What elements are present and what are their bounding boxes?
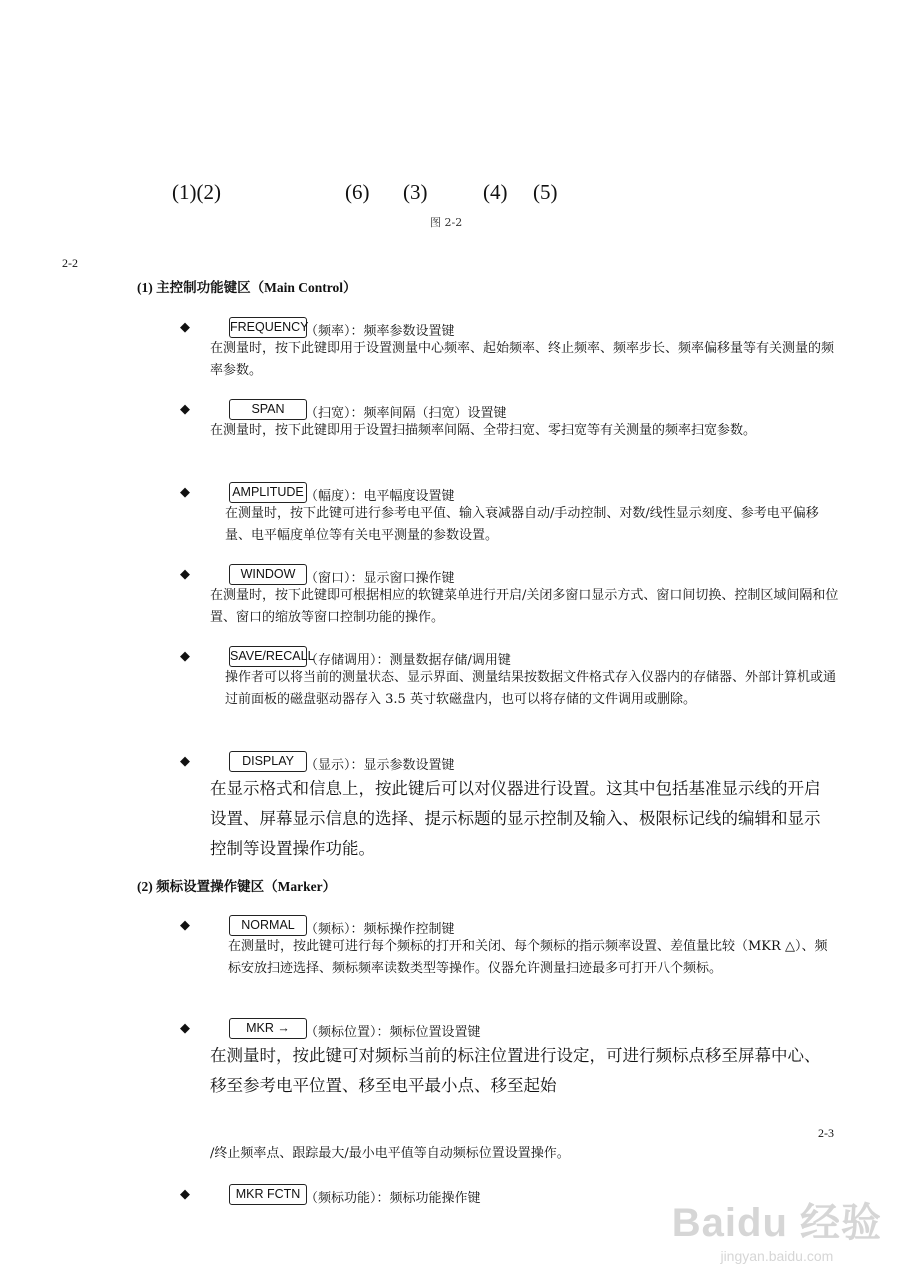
baidu-watermark: [672, 1191, 882, 1264]
key-heading: （频标）：频标操作控制键: [305, 922, 455, 937]
bullet-icon: ◆: [180, 649, 190, 664]
key-description: 在测量时，按此键可进行每个频标的打开和关闭、每个频标的指示频率设置、差值量比较（MKR △）、频标安放扫迹选择、频标频率读数类型等操作。仪器允许测量扫迹最多可打开八个频标。: [228, 939, 828, 976]
key-description: 在测量时，按下此键可进行参考电平值、输入衰减器自动/手动控制、对数/线性显示刻度、参考电平偏移量、电平幅度单位等有关电平测量的参数设置。: [225, 506, 819, 543]
figure-label: (6): [345, 180, 370, 204]
figure-label: (1)(2): [172, 180, 221, 204]
watermark-url: jingyan.baidu.com: [720, 1248, 834, 1264]
mkr-key: MKR →: [229, 1018, 307, 1039]
amplitude-key: AMPLITUDE: [229, 482, 307, 503]
save-recall-key: SAVE/RECALL: [229, 646, 307, 667]
key-description: 在测量时，按下此键即用于设置测量中心频率、起始频率、终止频率、频率步长、频率偏移量等有关测量的频率参数。: [210, 341, 835, 378]
key-description: 在测量时，按下此键即可根据相应的软键菜单进行开启/关闭多窗口显示方式、窗口间切换、控制区域间隔和位置、窗口的缩放等窗口控制功能的操作。: [210, 588, 839, 625]
frequency-key: FREQUENCY: [229, 317, 307, 338]
section-title: (1) 主控制功能键区（Main Control）: [137, 280, 357, 295]
page-number-top: 2-2: [62, 256, 78, 270]
bullet-icon: ◆: [180, 1187, 190, 1202]
bullet-icon: ◆: [180, 402, 190, 417]
bullet-icon: ◆: [180, 754, 190, 769]
key-description: 在测量时，按此键可对频标当前的标注位置进行设定，可进行频标点移至屏幕中心、移至参考电平位置、移至电平最小点、移至起始: [210, 1046, 821, 1095]
display-key: DISPLAY: [229, 751, 307, 772]
mkr-fctn-key: MKR FCTN: [229, 1184, 307, 1205]
bullet-icon: ◆: [180, 918, 190, 933]
section-title: (2) 频标设置操作键区（Marker）: [137, 879, 337, 894]
key-description: 操作者可以将当前的测量状态、显示界面、测量结果按数据文件格式存入仪器内的存储器、外部计算机或通过前面板的磁盘驱动器存入 3.5 英寸软磁盘内，也可以将存储的文件调用或删除。: [225, 670, 837, 707]
figure-label: (5): [533, 180, 558, 204]
bullet-icon: ◆: [180, 1021, 190, 1036]
span-key: SPAN: [229, 399, 307, 420]
figure-label: (4): [483, 180, 508, 204]
key-description: 在显示格式和信息上，按此键后可以对仪器进行设置。这其中包括基准显示线的开启设置、屏幕显示信息的选择、提示标题的显示控制及输入、极限标记线的编辑和显示控制等设置操作功能。: [210, 779, 821, 858]
key-heading: （频率）：频率参数设置键: [305, 324, 455, 339]
bullet-icon: ◆: [180, 485, 190, 500]
figure-label: (3): [403, 180, 428, 204]
window-key: WINDOW: [229, 564, 307, 585]
bullet-icon: ◆: [180, 567, 190, 582]
continuation-text: /终止频率点、跟踪最大/最小电平值等自动频标位置设置操作。: [210, 1146, 570, 1161]
key-description: 在测量时，按下此键即用于设置扫描频率间隔、全带扫宽、零扫宽等有关测量的频率扫宽参数。: [210, 423, 757, 438]
key-heading: （显示）：显示参数设置键: [305, 758, 455, 773]
key-heading: （窗口）：显示窗口操作键: [305, 571, 455, 586]
watermark-logo: Baidu 经验: [671, 1201, 882, 1245]
figure-caption: 图 2-2: [430, 216, 463, 229]
normal-key: NORMAL: [229, 915, 307, 936]
key-heading: （扫宽）：频率间隔（扫宽）设置键: [305, 406, 507, 421]
bullet-icon: ◆: [180, 320, 190, 335]
page-number-bottom: 2-3: [818, 1126, 834, 1140]
key-heading: （存储调用）：测量数据存储/调用键: [305, 653, 511, 668]
key-heading: （频标功能）：频标功能操作键: [305, 1191, 481, 1206]
key-heading: （频标位置）：频标位置设置键: [305, 1025, 481, 1040]
key-heading: （幅度）：电平幅度设置键: [305, 489, 455, 504]
